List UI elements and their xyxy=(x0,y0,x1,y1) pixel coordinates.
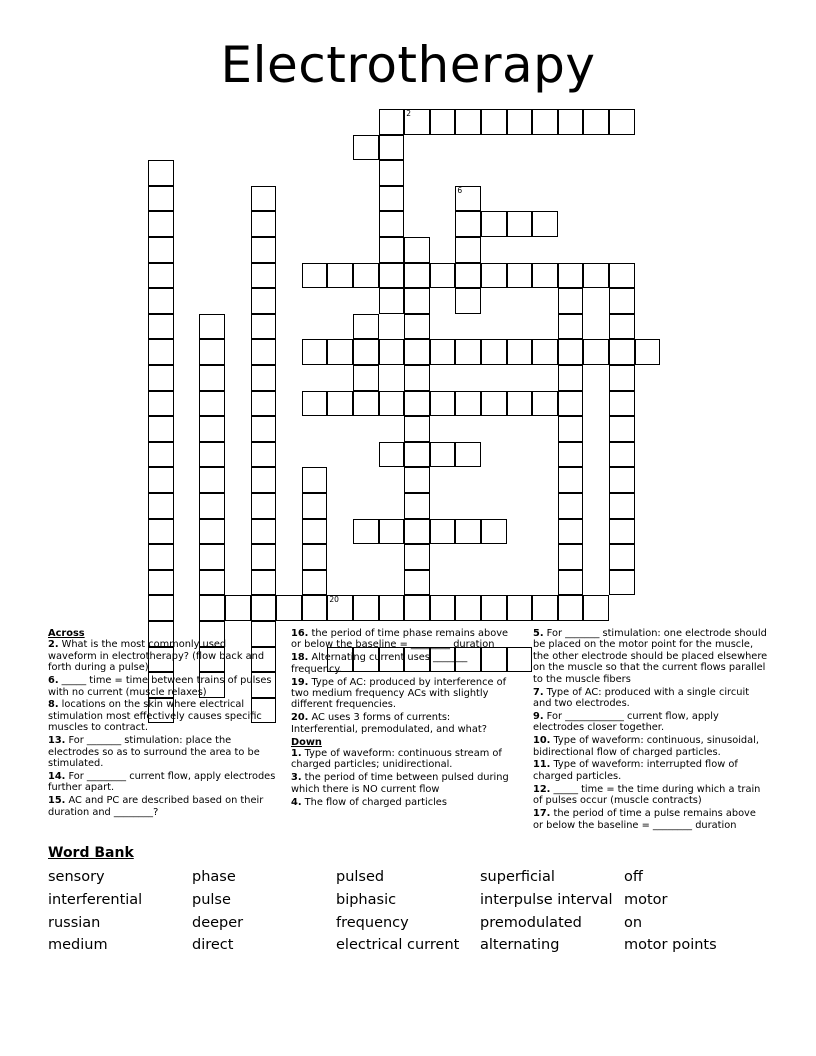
grid-cell[interactable] xyxy=(148,365,174,391)
grid-cell[interactable] xyxy=(507,595,533,621)
clue-number: 20 xyxy=(329,595,339,605)
grid-cell[interactable] xyxy=(148,595,174,621)
grid-cell[interactable] xyxy=(532,391,558,417)
grid-cell[interactable] xyxy=(148,339,174,365)
clue xyxy=(291,797,519,808)
clue-text: What is the most commonly used waveform in electrotherapy? (flow back and forth during a pulse) xyxy=(48,639,265,674)
grid-cell[interactable] xyxy=(251,519,277,545)
grid-cell[interactable] xyxy=(430,519,456,545)
grid-cell[interactable] xyxy=(327,391,353,417)
grid-cell[interactable] xyxy=(379,391,405,417)
grid-cell[interactable] xyxy=(251,314,277,340)
grid-cell[interactable] xyxy=(430,339,456,365)
grid-cell[interactable] xyxy=(327,263,353,289)
grid-cell[interactable] xyxy=(148,570,174,596)
clue xyxy=(48,675,276,698)
clue-text: For ____________ current flow, apply electrodes closer together. xyxy=(533,710,719,734)
clue xyxy=(533,628,769,685)
grid-cell[interactable] xyxy=(404,263,430,289)
grid-cell[interactable] xyxy=(251,288,277,314)
grid-cell[interactable] xyxy=(558,519,584,545)
grid-cell[interactable] xyxy=(199,493,225,519)
grid-cell[interactable] xyxy=(430,263,456,289)
word-bank-item: phase xyxy=(192,869,236,885)
grid-cell[interactable] xyxy=(481,211,507,237)
clues-column-2 xyxy=(291,628,519,810)
grid-cell[interactable] xyxy=(583,109,609,135)
grid-cell[interactable] xyxy=(251,442,277,468)
grid-cell[interactable] xyxy=(609,314,635,340)
grid-cell[interactable] xyxy=(251,211,277,237)
clue xyxy=(291,677,519,711)
word-bank-item: alternating xyxy=(480,937,560,954)
grid-cell[interactable] xyxy=(379,519,405,545)
grid-cell[interactable] xyxy=(199,391,225,417)
clue-number: 13. xyxy=(48,735,66,747)
word-bank-item: premodulated xyxy=(480,914,582,931)
clue-text: Alternating current uses _______ frequency. xyxy=(291,652,468,675)
grid-cell[interactable] xyxy=(558,365,584,391)
grid-cell[interactable] xyxy=(379,442,405,468)
grid-cell[interactable] xyxy=(404,544,430,570)
grid-cell[interactable] xyxy=(455,442,481,468)
grid-cell[interactable] xyxy=(251,595,277,621)
grid-cell[interactable] xyxy=(430,391,456,417)
word-bank-title: Word Bank xyxy=(48,845,134,861)
grid-cell[interactable] xyxy=(353,339,379,365)
grid-cell[interactable] xyxy=(379,263,405,289)
grid-cell[interactable] xyxy=(558,442,584,468)
grid-cell[interactable] xyxy=(609,288,635,314)
clue xyxy=(48,771,276,794)
grid-cell[interactable] xyxy=(148,519,174,545)
grid-cell[interactable] xyxy=(404,109,430,135)
clue-text: the period of time phase remains above or below the baseline = ________ duration xyxy=(291,628,509,651)
grid-cell[interactable] xyxy=(558,595,584,621)
word-bank-item: off xyxy=(624,869,643,885)
grid-cell[interactable] xyxy=(583,595,609,621)
grid-cell[interactable] xyxy=(148,237,174,263)
clue xyxy=(291,712,519,735)
grid-cell[interactable] xyxy=(199,595,225,621)
grid-cell[interactable] xyxy=(251,467,277,493)
grid-cell[interactable] xyxy=(532,211,558,237)
grid-cell[interactable] xyxy=(558,339,584,365)
grid-cell[interactable] xyxy=(558,467,584,493)
grid-cell[interactable] xyxy=(430,595,456,621)
grid-cell[interactable] xyxy=(481,391,507,417)
grid-cell[interactable] xyxy=(507,211,533,237)
grid-cell[interactable] xyxy=(199,314,225,340)
clue xyxy=(291,628,519,651)
grid-cell[interactable] xyxy=(558,314,584,340)
clue-number: 1. xyxy=(291,748,302,760)
across-clue-list xyxy=(48,639,276,818)
word-bank-item: pulse xyxy=(192,891,231,908)
clue xyxy=(291,748,519,771)
grid-cell[interactable] xyxy=(404,595,430,621)
grid-cell[interactable] xyxy=(251,263,277,289)
grid-cell[interactable] xyxy=(481,519,507,545)
grid-cell[interactable] xyxy=(455,109,481,135)
word-bank-item: superficial xyxy=(480,869,555,885)
clue-number: 10. xyxy=(533,735,551,747)
clue-number: 15. xyxy=(48,795,66,807)
word-bank-item: biphasic xyxy=(336,891,397,908)
grid-cell[interactable] xyxy=(558,416,584,442)
grid-cell[interactable] xyxy=(404,237,430,263)
grid-cell[interactable] xyxy=(558,288,584,314)
word-bank-item: russian xyxy=(48,914,101,931)
grid-cell[interactable] xyxy=(148,442,174,468)
clue xyxy=(48,699,276,733)
grid-cell[interactable] xyxy=(481,595,507,621)
grid-cell[interactable] xyxy=(251,365,277,391)
grid-cell[interactable] xyxy=(609,493,635,519)
grid-cell[interactable] xyxy=(251,186,277,212)
grid-cell[interactable] xyxy=(379,109,405,135)
grid-cell[interactable] xyxy=(199,544,225,570)
clue-text: Type of waveform: interrupted flow of charged particles. xyxy=(533,759,738,782)
clue-text: _____ time = time between trains of pulses with no current (muscle relaxes) xyxy=(48,675,272,698)
clue-text: locations on the skin where electrical stimulation most effectively causes specific muscles to contract. xyxy=(48,699,262,734)
clue-text: Type of AC: produced with a single circuit and two electrodes. xyxy=(533,686,750,709)
grid-cell[interactable] xyxy=(327,339,353,365)
grid-cell[interactable] xyxy=(353,519,379,545)
grid-cell[interactable] xyxy=(148,263,174,289)
grid-cell[interactable] xyxy=(302,595,328,621)
clue-text: AC uses 3 forms of currents: Interferential, premodulated, and what? xyxy=(291,712,487,735)
grid-cell[interactable] xyxy=(302,544,328,570)
clue-number: 16. xyxy=(291,628,309,639)
clue-number: 2 xyxy=(406,109,411,118)
grid-cell[interactable] xyxy=(251,493,277,519)
grid-cell[interactable] xyxy=(353,135,379,161)
clue xyxy=(48,639,276,673)
word-bank-item: on xyxy=(624,914,643,931)
grid-cell[interactable] xyxy=(199,339,225,365)
grid-cell[interactable] xyxy=(609,339,635,365)
clue-text: the period of time between pulsed during which there is NO current flow xyxy=(291,772,509,795)
word-bank-item: interpulse interval xyxy=(480,891,613,908)
word-bank-item: deeper xyxy=(192,914,244,931)
grid-cell[interactable] xyxy=(251,416,277,442)
grid-cell[interactable] xyxy=(507,339,533,365)
grid-cell[interactable] xyxy=(507,263,533,289)
grid-cell[interactable] xyxy=(481,263,507,289)
clue-number: 2. xyxy=(48,639,59,651)
grid-cell[interactable] xyxy=(251,339,277,365)
grid-cell[interactable] xyxy=(583,339,609,365)
grid-cell[interactable] xyxy=(251,237,277,263)
grid-cell[interactable] xyxy=(379,186,405,212)
grid-cell[interactable] xyxy=(379,595,405,621)
grid-cell[interactable] xyxy=(225,595,251,621)
grid-cell[interactable] xyxy=(379,160,405,186)
grid-cell[interactable] xyxy=(455,186,481,212)
grid-cell[interactable] xyxy=(532,339,558,365)
clues-column-1 xyxy=(48,628,276,820)
grid-cell[interactable] xyxy=(609,263,635,289)
clue xyxy=(291,772,519,795)
grid-cell[interactable] xyxy=(353,263,379,289)
down-heading: Down xyxy=(291,736,322,748)
clue-text: Type of AC: produced by interference of two medium frequency ACs with slightly different frequencies. xyxy=(291,676,507,711)
grid-cell[interactable] xyxy=(379,339,405,365)
grid-cell[interactable] xyxy=(199,416,225,442)
clue-number: 11. xyxy=(533,759,551,771)
grid-cell[interactable] xyxy=(404,467,430,493)
puzzle-title: Electrotherapy xyxy=(220,36,596,94)
grid-cell[interactable] xyxy=(404,365,430,391)
grid-cell[interactable] xyxy=(481,339,507,365)
grid-cell[interactable] xyxy=(302,263,328,289)
clue-text: For ________ current flow, apply electrodes further apart. xyxy=(48,770,276,794)
word-bank-item: motor points xyxy=(624,937,717,954)
grid-cell[interactable] xyxy=(635,339,661,365)
grid-cell[interactable] xyxy=(327,595,353,621)
grid-cell[interactable] xyxy=(251,570,277,596)
clue xyxy=(48,735,276,769)
clue xyxy=(533,687,769,710)
grid-cell[interactable] xyxy=(148,288,174,314)
grid-cell[interactable] xyxy=(430,442,456,468)
word-bank-item: electrical current xyxy=(336,937,460,954)
grid-cell[interactable] xyxy=(455,211,481,237)
grid-cell[interactable] xyxy=(199,365,225,391)
grid-cell[interactable] xyxy=(404,314,430,340)
clue-number: 18. xyxy=(291,652,309,664)
clue-text: Type of waveform: continuous stream of charged particles; unidirectional. xyxy=(291,748,502,771)
grid-cell[interactable] xyxy=(558,109,584,135)
clue-number: 5. xyxy=(533,628,544,639)
grid-cell[interactable] xyxy=(455,288,481,314)
grid-cell[interactable] xyxy=(532,595,558,621)
grid-cell[interactable] xyxy=(148,160,174,186)
grid-cell[interactable] xyxy=(404,570,430,596)
across-clue-list-continued xyxy=(291,628,519,735)
grid-cell[interactable] xyxy=(148,416,174,442)
grid-cell[interactable] xyxy=(148,391,174,417)
clue xyxy=(533,759,769,782)
grid-cell[interactable] xyxy=(199,570,225,596)
grid-cell[interactable] xyxy=(148,493,174,519)
clue-text: The flow of charged particles xyxy=(301,796,447,808)
clue-text: the period of time a pulse remains above or below the baseline = ________ duration xyxy=(533,808,756,831)
grid-cell[interactable] xyxy=(353,365,379,391)
grid-cell[interactable] xyxy=(532,109,558,135)
grid-cell[interactable] xyxy=(404,519,430,545)
grid-cell[interactable] xyxy=(481,109,507,135)
grid-cell[interactable] xyxy=(379,135,405,161)
grid-cell[interactable] xyxy=(148,467,174,493)
clue-text: AC and PC are described based on their duration and ________? xyxy=(48,795,264,818)
clue-number: 6 xyxy=(457,185,463,195)
grid-cell[interactable] xyxy=(379,288,405,314)
grid-cell[interactable] xyxy=(609,391,635,417)
grid-cell[interactable] xyxy=(404,391,430,417)
clue-number: 8. xyxy=(48,699,59,711)
grid-cell[interactable] xyxy=(507,109,533,135)
grid-cell[interactable] xyxy=(276,595,302,621)
grid-cell[interactable] xyxy=(302,391,328,417)
grid-cell[interactable] xyxy=(609,109,635,135)
grid-cell[interactable] xyxy=(404,288,430,314)
grid-cell[interactable] xyxy=(199,519,225,545)
word-bank-item: direct xyxy=(192,937,234,954)
grid-cell[interactable] xyxy=(251,544,277,570)
clue-text: For _______ stimulation: one electrode should be placed on the motor point for the muscle, the other electrode should be placed elsewhere on the muscle so that the current flows parallel to the muscle fibers xyxy=(533,628,768,685)
grid-cell[interactable] xyxy=(302,570,328,596)
down-clue-list-continued xyxy=(533,628,769,831)
grid-cell[interactable] xyxy=(404,442,430,468)
grid-cell[interactable] xyxy=(609,365,635,391)
grid-cell[interactable] xyxy=(302,467,328,493)
clue-number: 20. xyxy=(291,712,309,724)
grid-cell[interactable] xyxy=(148,544,174,570)
grid-cell[interactable] xyxy=(148,211,174,237)
grid-cell[interactable] xyxy=(379,211,405,237)
grid-cell[interactable] xyxy=(558,493,584,519)
grid-cell[interactable] xyxy=(199,467,225,493)
grid-cell[interactable] xyxy=(455,519,481,545)
grid-cell[interactable] xyxy=(404,416,430,442)
grid-cell[interactable] xyxy=(455,339,481,365)
clue-number: 6. xyxy=(48,675,59,687)
clue-number: 19. xyxy=(291,676,309,688)
grid-cell[interactable] xyxy=(609,519,635,545)
grid-cell[interactable] xyxy=(609,416,635,442)
grid-cell[interactable] xyxy=(353,391,379,417)
clue-number: 14. xyxy=(48,770,66,782)
clue-number: 4. xyxy=(291,796,302,808)
grid-cell[interactable] xyxy=(379,237,405,263)
grid-cell[interactable] xyxy=(558,263,584,289)
word-bank-item: frequency xyxy=(336,914,409,931)
grid-cell[interactable] xyxy=(583,263,609,289)
grid-cell[interactable] xyxy=(609,442,635,468)
grid-cell[interactable] xyxy=(251,391,277,417)
grid-cell[interactable] xyxy=(148,314,174,340)
clue-number: 9. xyxy=(533,710,544,722)
grid-cell[interactable] xyxy=(455,263,481,289)
grid-cell[interactable] xyxy=(609,570,635,596)
grid-cell[interactable] xyxy=(558,391,584,417)
clue-text: Type of waveform: continuous, sinusoidal, bidirectional flow of charged particles. xyxy=(533,735,759,758)
grid-cell[interactable] xyxy=(558,570,584,596)
grid-cell[interactable] xyxy=(404,339,430,365)
grid-cell[interactable] xyxy=(430,109,456,135)
grid-cell[interactable] xyxy=(609,467,635,493)
grid-cell[interactable] xyxy=(353,595,379,621)
grid-cell[interactable] xyxy=(353,314,379,340)
grid-cell[interactable] xyxy=(404,493,430,519)
grid-cell[interactable] xyxy=(148,186,174,212)
clue-number: 12. xyxy=(533,783,551,795)
grid-cell[interactable] xyxy=(507,391,533,417)
grid-cell[interactable] xyxy=(455,237,481,263)
clue-text: _____ time = the time during which a train of pulses occur (muscle contracts) xyxy=(533,783,761,807)
word-bank-item: interferential xyxy=(48,891,143,908)
clue xyxy=(533,735,769,758)
grid-cell[interactable] xyxy=(302,493,328,519)
grid-cell[interactable] xyxy=(532,263,558,289)
clue-number: 3. xyxy=(291,772,302,784)
clue-number: 17. xyxy=(533,808,551,820)
grid-cell[interactable] xyxy=(558,544,584,570)
clue xyxy=(533,808,769,831)
clue xyxy=(291,652,519,675)
grid-cell[interactable] xyxy=(455,391,481,417)
grid-cell[interactable] xyxy=(302,519,328,545)
grid-cell[interactable] xyxy=(609,544,635,570)
grid-cell[interactable] xyxy=(302,339,328,365)
across-heading: Across xyxy=(48,628,85,639)
down-clue-list xyxy=(291,748,519,808)
word-bank-item: motor xyxy=(624,891,668,908)
clue-text: For _______ stimulation: place the electrodes so as to surround the area to be stimulated. xyxy=(48,735,260,769)
grid-cell[interactable] xyxy=(199,442,225,468)
clue xyxy=(533,711,769,734)
clue xyxy=(533,784,769,807)
word-bank-item: sensory xyxy=(48,869,105,885)
word-bank-item: pulsed xyxy=(336,869,385,885)
word-bank-item: medium xyxy=(48,937,108,954)
clue xyxy=(48,795,276,818)
clue-number: 7. xyxy=(533,686,544,698)
grid-cell[interactable] xyxy=(455,595,481,621)
clues-column-3 xyxy=(533,628,769,832)
word-bank xyxy=(48,866,768,957)
